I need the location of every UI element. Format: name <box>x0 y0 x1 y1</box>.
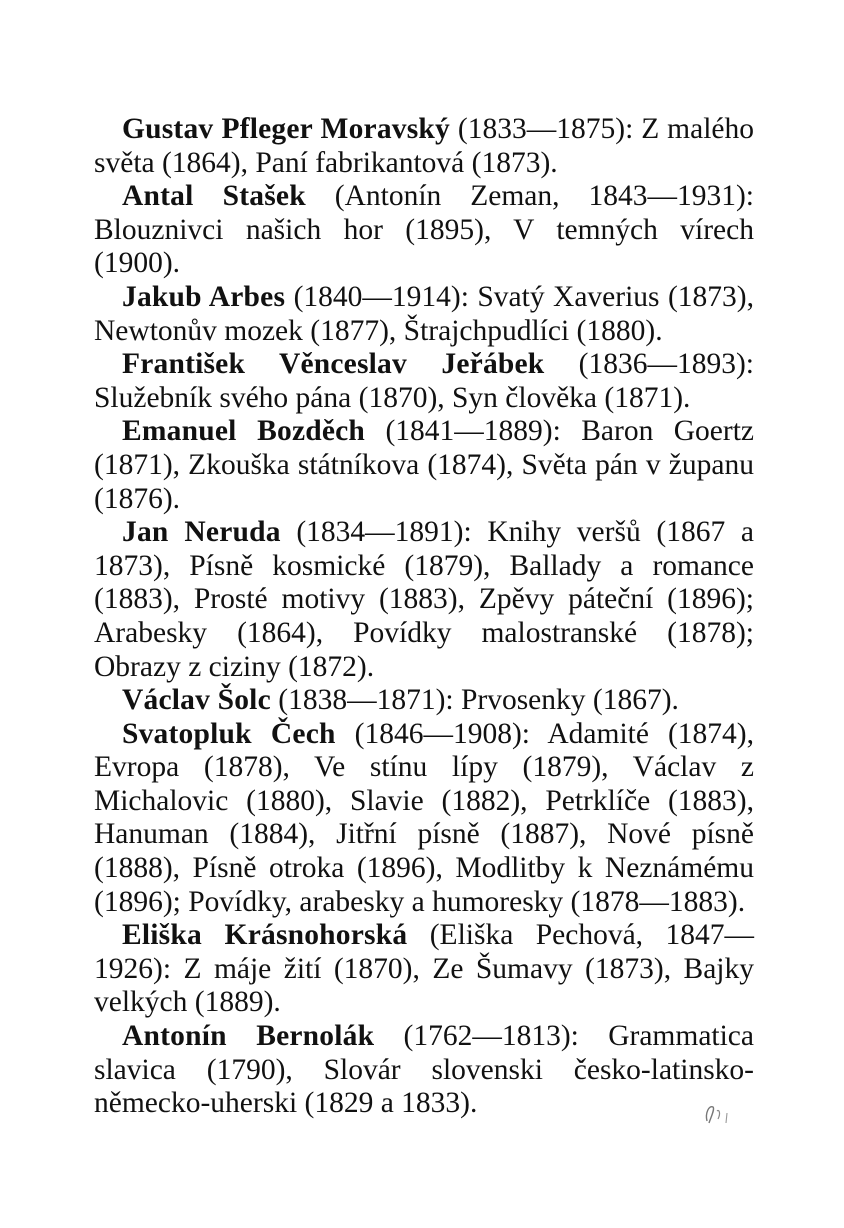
text-column <box>94 113 754 1121</box>
entry-works: (Antonín Zeman, 1843—1931): Blouznivci našich hor (1895), V temných vírech (1900). <box>94 180 755 280</box>
entry-works: (1838—1871): Prvosenky (1867). <box>270 684 679 717</box>
author-name: Jakub Arbes <box>122 280 286 313</box>
entry-bozdech <box>94 415 754 516</box>
author-name: František Věnceslav Jeřábek <box>122 348 545 381</box>
author-name: Antonín Bernolák <box>122 1020 375 1053</box>
entry-works: (1840—1914): Svatý Xaverius (1873), Newtonův mozek (1877), Štrajchpudlíci (1880). <box>94 280 754 347</box>
author-name: Jan Neruda <box>122 516 281 549</box>
entry-neruda <box>94 516 754 684</box>
author-name: Antal Stašek <box>122 180 306 213</box>
entry-stasek <box>94 180 754 281</box>
smudge-mark-icon <box>703 1101 733 1127</box>
author-name: Václav Šolc <box>122 684 271 717</box>
entry-arbes <box>94 281 754 348</box>
entry-cech <box>94 718 754 920</box>
entry-pfleger <box>94 113 754 180</box>
entry-solc <box>94 684 754 718</box>
entry-jerabek <box>94 348 754 415</box>
page-mark-smudge <box>703 1101 733 1134</box>
author-name: Emanuel Bozděch <box>122 415 366 448</box>
entry-works: (1846—1908): Adamité (1874), Evropa (1878), Ve stínu lípy (1879), Václav z Michalovic (1880), Slavie (1882), Petrklíče (1883), Hanuman (1884), Jitřní písně (1887), Nové písně (1888), Písně otroka (1896), Modlitby k Neznámému (1896); Povídky, arabesky a humoresky (1878—1883). <box>94 717 755 918</box>
entry-works: (1836—1893): Služebník svého pána (1870), Syn člověka (1871). <box>94 348 754 414</box>
entry-works: (1762—1813): Grammatica slavica (1790), Slovár slovenski česko-latinsko-německo-uherski (1829 a 1833). <box>94 1020 754 1120</box>
entry-works: (1834—1891): Knihy veršů (1867 a 1873), Písně kosmické (1879), Ballady a romance (1883), Prosté motivy (1883), Zpěvy páteční (1896); Arabesky (1864), Povídky malostranské (1878); Obrazy z ciziny (1872). <box>94 516 754 683</box>
author-name: Gustav Pfleger Moravský <box>122 113 450 145</box>
entry-works: (Eliška Pechová, 1847—1926): Z máje žití (1870), Ze Šumavy (1873), Bajky velkých (1889). <box>94 919 755 1019</box>
entry-works: (1841—1889): Baron Goertz (1871), Zkouška státníkova (1874), Světa pán v županu (1876). <box>94 415 754 515</box>
entry-works: (1833—1875): Z malého světa (1864), Paní fabrikantová (1873). <box>94 113 754 179</box>
author-name: Eliška Krásnohorská <box>122 919 408 952</box>
entry-bernolak <box>94 1020 754 1121</box>
entry-krasnohorska <box>94 919 754 1020</box>
author-name: Svatopluk Čech <box>122 717 336 750</box>
